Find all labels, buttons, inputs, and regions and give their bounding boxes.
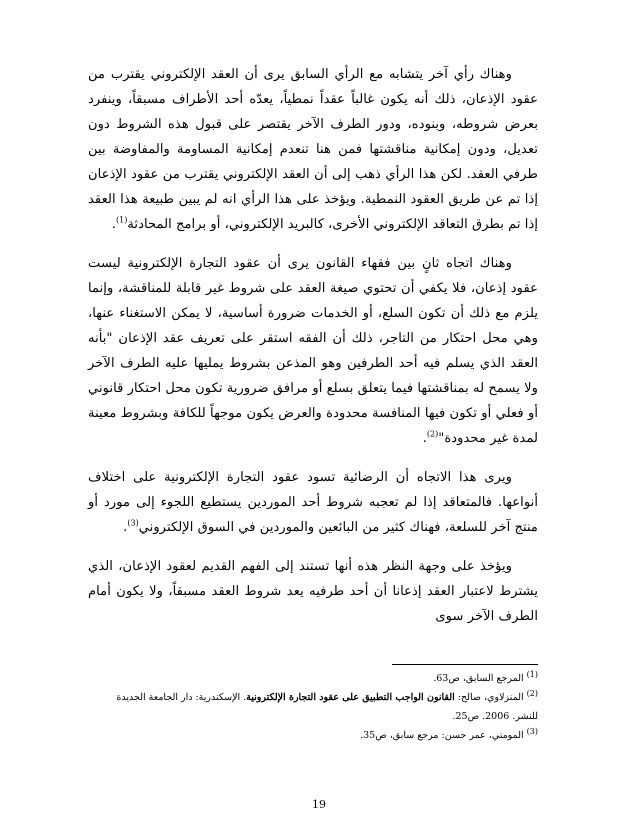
footnote-mark: (2): [526, 688, 538, 698]
footnote-1: [88, 669, 538, 688]
paragraph-4: [88, 554, 538, 629]
paragraph-text: ويرى هذا الاتجاه أن الرضائية تسود عقود التجارة الإلكترونية على اختلاف أنواعها. فالمتعاقد إذا لم تعجبه شروط أحد الموردين يستطيع اللجوء إلى مورد أو منتج آخر للسلعة، فهناك كثير من البائعين والموردين في السوق الإلكتروني: [88, 470, 538, 535]
paragraph-end: .: [111, 217, 116, 232]
paragraph-end: .: [123, 520, 128, 535]
footnote-mark: (3): [526, 726, 538, 736]
paragraph-text: وهناك اتجاه ثانٍ بين فقهاء القانون يرى أن عقود التجارة الإلكترونية ليست عقود إذعان، فلا يكفي أن تحتوي صيغة العقد على شروط غير قابلة للمناقشة، وإنما يلزم مع ذلك أن تكون السلع، أو الخدمات ضرورة أساسية، لا يمكن الاستغناء عنها، وهي محل احتكار من التاجر، ذلك أن الفقه استقر على تعريف عقد الإذعان "بأنه العقد الذي يسلم فيه أحد الطرفين وهو المذعن بشروط يمليها عليه الطرف الآخر ولا يسمح له بمناقشتها فيما يتعلق بسلع أو مرافق ضرورية تكون محل احتكار قانوني أو فعلي أو تكون فيها المنافسة محدودة والعرض يكون موجهاً للكافة وبشروط معينة لمدة غير محدودة": [88, 256, 538, 446]
body-text: [88, 62, 538, 643]
footnote-publisher: . الإسكندرية: دار الجامعة الجديدة للنشر. 2006. ص25.: [116, 692, 538, 722]
footnote-ref: (2): [426, 429, 439, 439]
paragraph-2: [88, 251, 538, 451]
footnote-separator: [392, 664, 538, 665]
paragraph-text: ويؤخذ على وجهة النظر هذه أنها تستند إلى الفهم القديم لعقود الإذعان، الذي يشترط لاعتبار العقد إذعانا أن أحد طرفيه يعد شروط العقد مسبقاً، ولا يكون أمام الطرف الآخر سوى: [88, 559, 538, 624]
paragraph-text: وهناك رأي آخر يتشابه مع الرأي السابق يرى أن العقد الإلكتروني يقترب من عقود الإذعان، ذلك أنه يكون غالباً عقداً نمطياً، يعدّه أحد الأطراف مسبقاً، وينفرد بعرض شروطه، وبنوده، ودور الطرف الآخر يقتصر على قبول هذه الشروط دون تعديل، ودون إمكانية مناقشتها فمن هنا تنعدم إمكانية المساومة والمفاوضة بين طرفي العقد. لكن هذا الرأي ذهب إلى أن العقد الإلكتروني يقترب من عقود الإذعان إذا تم عن طريق العقود النمطية. ويؤخذ على هذا الرأي انه لم يبين طبيعة هذا العقد إذا تم بطرق التعاقد الإلكتروني الأخرى، كالبريد الإلكتروني، أو برامج المحادثة: [88, 67, 538, 232]
footnote-2: [88, 688, 538, 726]
footnote-mark: (1): [526, 669, 538, 679]
footnote-ref: (3): [127, 518, 139, 528]
footnote-author: المنزلاوي، صالح:: [454, 692, 524, 703]
page-number: 19: [312, 798, 326, 811]
footnote-text: المومني، عمر حسن: مرجع سابق، ص35.: [360, 730, 524, 741]
footnote-3: [88, 726, 538, 745]
paragraph-end: .: [422, 431, 427, 446]
footnote-ref: (1): [116, 215, 128, 225]
footnote-book-title: القانون الواجب التطبيق على عقود التجارة الإلكترونية: [246, 692, 455, 703]
paragraph-3: [88, 465, 538, 540]
paragraph-1: [88, 62, 538, 237]
footnote-text: المرجع السابق، ص63.: [433, 673, 524, 684]
footnotes: [88, 669, 538, 745]
